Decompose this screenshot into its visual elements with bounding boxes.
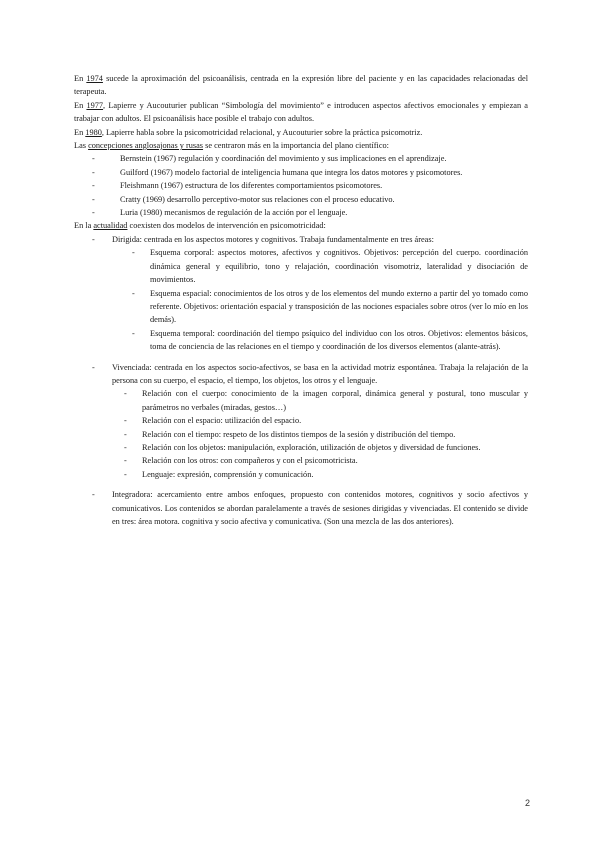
year-1980: 1980 — [85, 127, 102, 137]
list-item: - Relación con el cuerpo: conocimiento de la imagen corporal, dinámica general y postural, tono muscular y parámetros no verbales (miradas, gestos…) — [112, 387, 528, 414]
model-integradora — [74, 488, 528, 528]
year-1974: 1974 — [86, 74, 103, 83]
dirigida-text: Dirigida: centrada en los aspectos motores y cognitivos. Trabaja fundamentalmente en tres áreas: — [112, 234, 434, 244]
authors-list — [74, 152, 528, 219]
list-item: - Esquema corporal: aspectos motores, afectivos y cognitivos. Objetivos: percepción del cuerpo. coordinación dinámica general y equilibrio, tono y relajación, coordinación visomotriz, lateralidad y disociación de movimientos. — [106, 246, 528, 286]
list-item: - Bernstein (1967) regulación y coordinación del movimiento y sus implicaciones en el aprendizaje. — [74, 152, 528, 165]
document-body — [74, 72, 528, 528]
vivenciada-text: Vivenciada: centrada en los aspectos socio-afectivos, se basa en la actividad motriz espontánea. Trabaja la relajación de la persona con su cuerpo, el espacio, el tiempo, los objetos, los otros y el lenguaje. — [112, 362, 528, 385]
year-1977: 1977 — [86, 100, 104, 110]
list-item: - Relación con los objetos: manipulación, exploración, utilización de objetos y diversidad de funciones. — [112, 441, 528, 454]
page-number: 2 — [524, 798, 530, 808]
paragraph-concepciones: Las concepciones anglosajonas y rusas se centraron más en la importancia del plano científico: — [74, 141, 389, 151]
model-vivenciada — [74, 361, 528, 482]
list-item: - Relación con los otros: con compañeros y con el psicomotricista. — [112, 454, 528, 467]
list-item: - Fleishmann (1967) estructura de los diferentes comportamientos psicomotores. — [74, 179, 528, 192]
concepciones-term: concepciones anglosajonas y rusas — [88, 141, 204, 151]
integradora-text: Integradora: acercamiento entre ambos enfoques, propuesto con contenidos motores, cognitivos y socio afectivos y comunicativos. Los contenidos se abordan paralelamente a través de sesiones dirigidas y vivenciadas. El contenido se divide en tres: área motora. cognitiva y socio afectiva y comunicativa. (Son una mezcla de las dos anteriores). — [112, 490, 528, 526]
list-item: - Relación con el espacio: utilización del espacio. — [112, 414, 528, 427]
list-item: - Guilford (1967) modelo factorial de inteligencia humana que integra los datos motores y psicomotores. — [74, 166, 528, 179]
vivenciada-subitems — [112, 387, 528, 481]
list-item: - Esquema temporal: coordinación del tiempo psíquico del individuo con los otros. Objetivos: elementos básicos, toma de conciencia de las relaciones en el tiempo y coordinación de los diversos elementos (alante-atrás). — [106, 327, 528, 354]
list-item: - Lenguaje: expresión, comprensión y comunicación. — [112, 468, 528, 481]
list-item: - Esquema espacial: conocimientos de los otros y de los elementos del mundo externo a partir del yo tomado como referente. Objetivos: orientación espacial y transposición de las nociones espaciales sobre otros (ver lo mío en los demás). — [106, 287, 528, 327]
dirigida-subitems — [106, 246, 528, 353]
paragraph-1980: En 1980, Lapierre habla sobre la psicomotricidad relacional, y Aucouturier sobre la práctica psicomotriz. — [74, 127, 423, 137]
models-list — [74, 233, 528, 529]
list-item: - Cratty (1969) desarrollo perceptivo-motor sus relaciones con el proceso educativo. — [74, 193, 528, 206]
list-item: - Luria (1980) mecanismos de regulación de la acción por el lenguaje. — [74, 206, 528, 219]
paragraph-1974: En 1974 sucede la aproximación del psicoanálisis, centrada en la expresión libre del paciente y en las capacidades relacionadas del terapeuta. — [74, 74, 528, 97]
list-item: - Relación con el tiempo: respeto de los distintos tiempos de la sesión y distribución del tiempo. — [112, 428, 528, 441]
paragraph-actualidad: En la actualidad coexisten dos modelos de intervención en psicomotricidad: — [74, 221, 326, 231]
model-dirigida — [74, 233, 528, 354]
paragraph-1977: En 1977, Lapierre y Aucouturier publican “Simbología del movimiento” e introducen aspectos afectivos emocionales y empiezan a trabajar con adultos. El psicoanálisis hace posible el trabajo con adultos. — [74, 100, 528, 124]
actualidad-term: actualidad — [93, 221, 128, 231]
